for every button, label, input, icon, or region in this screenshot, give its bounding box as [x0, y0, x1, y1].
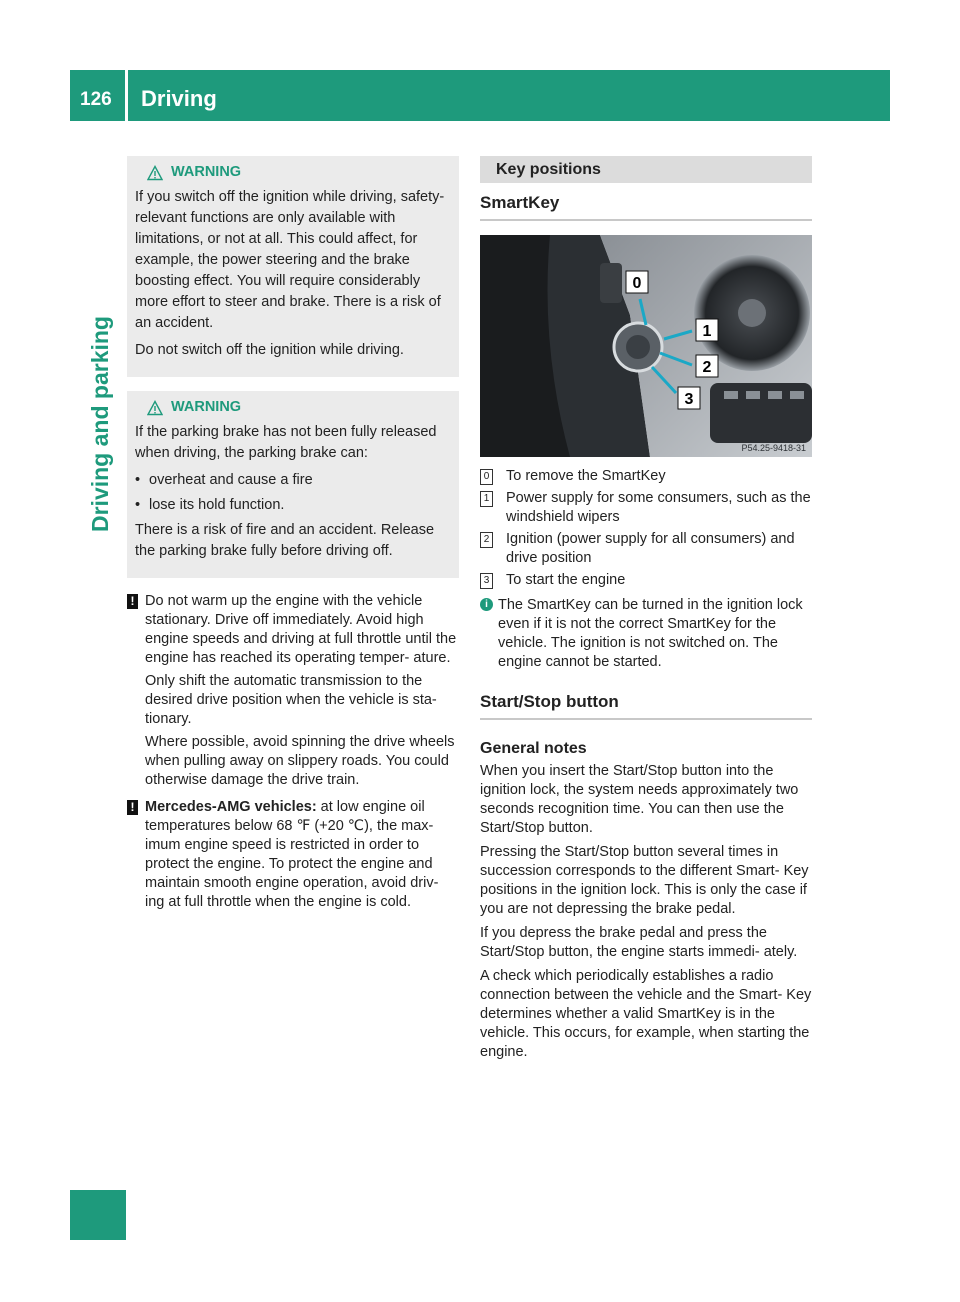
- info-icon: i: [480, 598, 493, 611]
- subheading: General notes: [480, 740, 587, 757]
- warning-triangle-icon: [147, 165, 163, 181]
- warning-box-parking-brake: [127, 391, 459, 578]
- note-text: [145, 798, 459, 912]
- note-text: Where possible, avoid spinning the drive wheels when pulling away on slippery roads. You could otherwise damage the drive train.: [145, 734, 455, 788]
- position-key-icon: 2: [480, 532, 493, 548]
- callout-2: 2: [702, 359, 712, 376]
- legend-item: [480, 467, 812, 486]
- page-number: 126: [80, 89, 112, 110]
- warning-box-ignition: [127, 156, 459, 377]
- info-text: The SmartKey can be turned in the ignition lock even if it is not the correct SmartKey for the vehicle. The ignition is not switched on. The engine cannot be started.: [498, 597, 803, 670]
- warning-label: WARNING: [171, 164, 242, 180]
- callout-0: 0: [632, 275, 642, 292]
- legend-item: [480, 571, 812, 590]
- legend-text: To remove the SmartKey: [506, 468, 666, 484]
- ignition-lock-illustration: [480, 235, 812, 457]
- warning-heading: [135, 162, 451, 183]
- bullet-item: • lose its hold function.: [135, 495, 451, 516]
- warning-text: Do not switch off the ignition while driving.: [135, 342, 404, 358]
- warning-text: If the parking brake has not been fully released when driving, the parking brake can:: [135, 424, 437, 461]
- warning-heading: [135, 397, 451, 418]
- position-key-icon: 1: [480, 491, 493, 507]
- note-text: Only shift the automatic transmission to the desired drive position when the vehicle is sta- tionary.: [145, 673, 437, 727]
- left-column: [127, 156, 459, 920]
- side-tab-label: Driving and parking: [87, 316, 113, 532]
- note-text: Do not warm up the engine with the vehicle stationary. Drive off immediately. Avoid high engine speeds and driving at full throttle until the engine has reached its operating temper- ature.: [145, 593, 457, 666]
- warning-triangle-icon: [147, 400, 163, 416]
- ignition-lock-figure: [480, 235, 812, 457]
- body-paragraph: When you insert the Start/Stop button into the ignition lock, the system needs approximately two seconds recognition time. You can then use the Start/Stop button.: [480, 763, 799, 836]
- legend-text: To start the engine: [506, 572, 626, 588]
- caution-note-amg: [127, 798, 459, 912]
- legend-item: [480, 489, 812, 527]
- caution-icon: !: [127, 800, 138, 815]
- warning-text: There is a risk of fire and an accident. Release the parking brake fully before driving off.: [135, 522, 435, 559]
- body-paragraph: Pressing the Start/Stop button several times in succession corresponds to the different Smart- Key positions in the ignition lock. This is only the case if you are not depressing the brake pedal.: [480, 844, 809, 917]
- caution-icon: !: [127, 594, 138, 609]
- section-title: Key positions: [480, 156, 812, 183]
- position-key-icon: 3: [480, 573, 493, 589]
- figure-code: P54.25-9418-31: [741, 443, 806, 453]
- warning-label: WARNING: [171, 399, 242, 415]
- page-title: Driving: [141, 86, 217, 111]
- info-note: [480, 596, 812, 672]
- side-tab-marker: [70, 1190, 126, 1240]
- bullet-item: • overheat and cause a fire: [135, 470, 451, 491]
- body-paragraph: If you depress the brake pedal and press the Start/Stop button, the engine starts immedi- ately.: [480, 925, 798, 960]
- subsection-title: Start/Stop button: [480, 692, 812, 720]
- right-column: [480, 156, 812, 1067]
- note-body: at low engine oil temperatures below 68 ℉ (+20 ℃), the max- imum engine speed is restricted in order to protect the engine. To protect the engine and maintain smooth engine operation, avoid driv- ing at full throttle when the engine is cold.: [145, 799, 439, 910]
- legend-text: Power supply for some consumers, such as the windshield wipers: [506, 490, 811, 525]
- subsection-title: SmartKey: [480, 193, 812, 221]
- caution-note-warm-up: [127, 592, 459, 790]
- warning-text: If you switch off the ignition while driving, safety-relevant functions are only available with limitations, or not at all. This could affect, for example, the power steering and the brake boosting effect. You will require considerably more effort to steer and brake. There is a risk of an accident.: [135, 189, 445, 331]
- callout-3: 3: [684, 391, 694, 408]
- key-position-legend: [480, 467, 812, 590]
- legend-item: [480, 530, 812, 568]
- note-bold-lead: Mercedes-AMG vehicles:: [145, 799, 317, 815]
- header-divider: [125, 70, 128, 121]
- callout-1: 1: [702, 323, 712, 340]
- body-paragraph: A check which periodically establishes a radio connection between the vehicle and the Smart- Key determines whether a valid SmartKey is in the vehicle. This occurs, for example, when starting the engine.: [480, 968, 812, 1060]
- position-key-icon: 0: [480, 469, 493, 485]
- legend-text: Ignition (power supply for all consumers) and drive position: [506, 531, 795, 566]
